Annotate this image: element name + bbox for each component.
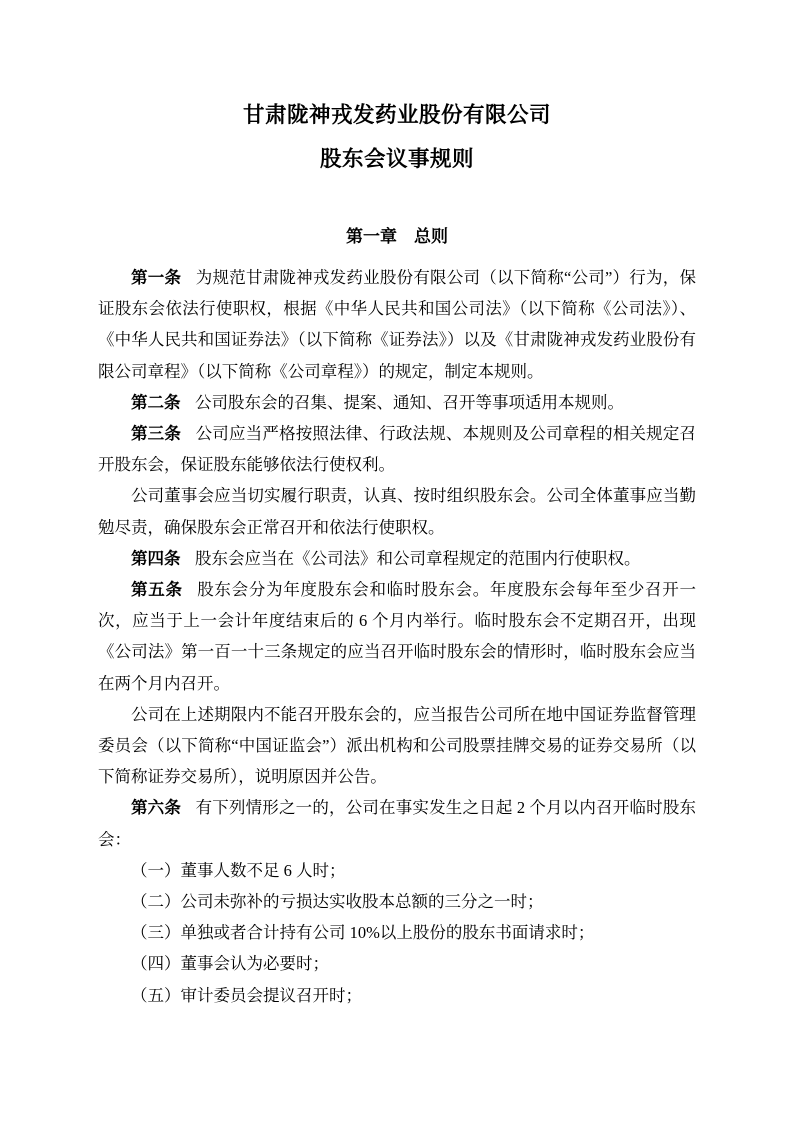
article-paragraph: [98, 574, 696, 699]
paragraph-text: 公司股东会的召集、提案、通知、召开等事项适用本规则。: [195, 392, 625, 412]
paragraph-text: （五）审计委员会提议召开时；: [131, 985, 362, 1005]
paragraph-text: 股东会分为年度股东会和临时股东会。年度股东会每年至少召开一次，应当于上一会计年度结束后的 6 个月内举行。临时股东会不定期召开，出现《公司法》第一百一十三条规定的应当召开临时股东会的情形时，临时股东会应当在两个月内召开。: [98, 580, 697, 693]
paragraph-text: 公司在上述期限内不能召开股东会的，应当报告公司所在地中国证券监督管理委员会（以下简称“中国证监会”）派出机构和公司股票挂牌交易的证券交易所（以下简称证券交易所），说明原因并公告。: [98, 704, 696, 787]
body-paragraph: [98, 480, 696, 542]
list-item: [98, 948, 696, 979]
document-body: [98, 262, 696, 1011]
article-paragraph: [98, 387, 696, 418]
article-label: 第四条: [131, 548, 181, 568]
paragraph-text: 公司董事会应当切实履行职责，认真、按时组织股东会。公司全体董事应当勤勉尽责，确保股东会正常召开和依法行使职权。: [98, 486, 696, 537]
list-item: [98, 917, 696, 948]
paragraph-text: 公司应当严格按照法律、行政法规、本规则及公司章程的相关规定召开股东会，保证股东能够依法行使权利。: [98, 424, 697, 475]
article-paragraph: [98, 262, 696, 387]
body-paragraph: [98, 699, 696, 793]
paragraph-text: （二）公司未弥补的亏损达实收股本总额的三分之一时；: [131, 892, 544, 912]
document-title: 甘肃陇神戎发药业股份有限公司: [242, 103, 551, 127]
article-label: 第六条: [131, 798, 182, 818]
article-label: 第一条: [131, 268, 182, 287]
paragraph-text: 为规范甘肃陇神戎发药业股份有限公司（以下简称“公司”）行为，保证股东会依法行使职权，根据《中华人民共和国公司法》（以下简称《公司法》）、《中华人民共和国证券法》（以下简称《证券法》）以及《甘肃陇神戎发药业股份有限公司章程》（以下简称《公司章程》）的规定，制定本规则。: [98, 268, 696, 381]
paragraph-text: （三）单独或者合计持有公司 10%以上股份的股东书面请求时；: [131, 923, 595, 943]
article-paragraph: [98, 418, 696, 480]
chapter-heading: 第一章 总则: [346, 227, 448, 246]
article-label: 第五条: [131, 580, 183, 600]
list-item: [98, 886, 696, 917]
article-label: 第三条: [131, 424, 182, 444]
paragraph-text: （一）董事人数不足 6 人时；: [131, 860, 346, 880]
article-paragraph: [98, 792, 696, 854]
document-subtitle: 股东会议事规则: [319, 147, 474, 171]
paragraph-text: （四）董事会认为必要时；: [131, 954, 329, 974]
paragraph-text: 股东会应当在《公司法》和公司章程规定的范围内行使职权。: [195, 548, 641, 568]
paragraph-text: 有下列情形之一的，公司在事实发生之日起 2 个月以内召开临时股东会：: [98, 798, 697, 849]
list-item: [98, 855, 696, 886]
article-paragraph: [98, 543, 696, 574]
list-item: [98, 980, 696, 1011]
article-label: 第二条: [131, 392, 181, 412]
